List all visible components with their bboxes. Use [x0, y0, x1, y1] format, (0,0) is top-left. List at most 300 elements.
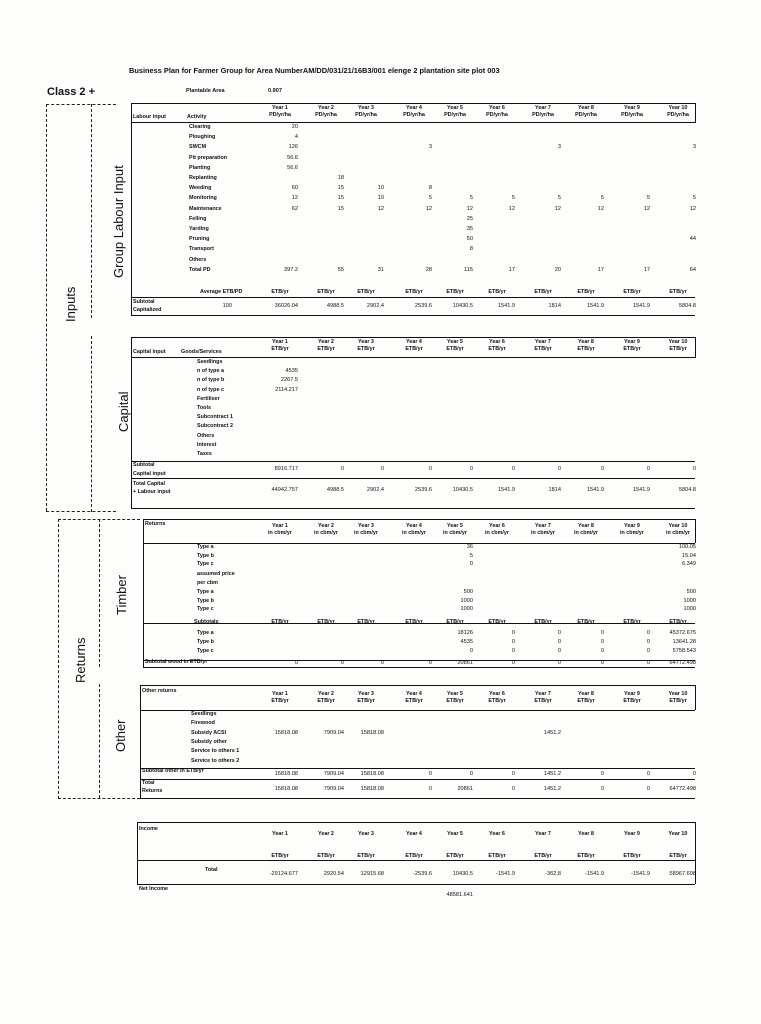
capital-subtotal-cell: 0	[600, 466, 604, 472]
labour-etb-unit: ETB/yr	[446, 289, 464, 295]
labour-cell: 18	[337, 175, 344, 181]
income-unit-header: ETB/yr	[405, 853, 423, 859]
labour-cell: 64	[689, 266, 696, 273]
timber-value-cell: 5758.543	[672, 648, 696, 654]
labour-cell: 17	[508, 266, 515, 273]
capital-year-header: Year 3	[358, 339, 374, 345]
other-total-label: Total	[142, 780, 155, 786]
labour-subtotal-cell: 36026.04	[274, 303, 298, 309]
labour-row-name: Yarding	[189, 226, 209, 232]
capital-unit-header: ETB/yr	[446, 346, 464, 352]
timber-vol-cell: 100.05	[678, 544, 696, 550]
labour-avg-label: Average ETB/PD	[200, 289, 243, 295]
capital-row-name: Taxes	[197, 451, 212, 457]
other-row-name: Subsidy ACSI	[191, 729, 227, 736]
labour-unit-header: PD/yr/ha	[532, 112, 554, 118]
plantable-area-value: 0.907	[268, 88, 282, 94]
labour-subtotal-cell: 5804.8	[678, 303, 696, 309]
income-col-a: Income	[139, 826, 158, 832]
other-total-cell: 15818.08	[274, 786, 298, 792]
capital-year-header: Year 2	[318, 339, 334, 345]
timber-table-bottom	[143, 667, 695, 668]
income-table-bottom	[137, 884, 695, 885]
other-table-left	[140, 685, 141, 798]
capital-total-cell: 10430.5	[452, 487, 473, 493]
capital-total-cell: 1541.9	[586, 487, 604, 493]
timber-year-header: Year 9	[624, 523, 640, 529]
other-year-header: Year 6	[489, 691, 505, 697]
capital-total-cell: 4988.5	[326, 487, 344, 493]
labour-cell: 12	[643, 205, 650, 212]
capital-year-header: Year 9	[624, 339, 640, 345]
inputs-label: Inputs	[63, 286, 78, 322]
capital-year-header: Year 8	[578, 339, 594, 345]
timber-year-header: Year 7	[535, 523, 551, 529]
other-total-cell: 1451.2	[543, 786, 561, 792]
other-subtotal-cell: 0	[511, 771, 515, 777]
labour-row-name: Transport	[189, 246, 214, 253]
other-subtotal-cell: 7909.04	[323, 771, 344, 777]
timber-table-left	[143, 519, 144, 667]
timber-value-cell: 0	[600, 630, 604, 636]
income-year-header: Year 3	[358, 831, 374, 837]
timber-subtotal-cell: 0	[428, 660, 432, 666]
timber-price-row-name: Type c	[197, 606, 214, 613]
labour-cell: 20	[554, 266, 561, 273]
other-unit-header: ETB/yr	[623, 698, 641, 704]
capital-subtotal-cell: 0	[469, 466, 473, 472]
capital-cell: 4535	[285, 368, 298, 375]
capital-total-label: Total Capital	[133, 481, 165, 487]
labour-unit-header: PD/yr/ha	[444, 112, 466, 118]
other-total-cell: 15818.08	[360, 786, 384, 792]
timber-value-cell: 0	[646, 630, 650, 636]
labour-etb-unit: ETB/yr	[669, 289, 687, 295]
capital-total-cell: 44942.757	[271, 487, 298, 493]
capital-unit-header: ETB/yr	[623, 346, 641, 352]
capital-row-name: Tools	[197, 405, 211, 411]
timber-unit-header: in cbm/yr	[620, 530, 644, 536]
capital-unit-header: ETB/yr	[271, 346, 289, 352]
labour-subtotal-rule	[131, 297, 695, 298]
income-total-cell: 58967.698	[669, 871, 696, 877]
income-unit-header: ETB/yr	[271, 853, 289, 859]
other-total-cell: 0	[646, 786, 650, 792]
other-year-header: Year 7	[535, 691, 551, 697]
timber-price-cell: 1000	[683, 606, 696, 613]
labour-unit-header: PD/yr/ha	[269, 112, 291, 118]
income-total-cell: 12915.68	[360, 871, 384, 877]
timber-price-row-name: Type a	[197, 589, 214, 595]
capital-input-label: Capital input	[133, 471, 166, 477]
capital-row-name: n of type a	[197, 368, 224, 375]
other-subtotal-cell: 0	[469, 771, 473, 777]
other-row-name: Subsidy other	[191, 738, 227, 745]
timber-subtotal-cell: 64772.498	[669, 660, 696, 666]
timber-value-cell: 0	[511, 630, 515, 636]
labour-cell: 50	[466, 236, 473, 243]
income-total-cell: -1541.9	[631, 871, 650, 877]
net-income-label: Net Income	[139, 886, 169, 892]
labour-cell: 12	[689, 205, 696, 212]
timber-value-cell: 0	[511, 648, 515, 654]
capital-row-name: Subcontract 2	[197, 423, 233, 430]
other-unit-header: ETB/yr	[317, 698, 335, 704]
other-year-header: Year 3	[358, 691, 374, 697]
other-total-cell: 7909.04	[323, 786, 344, 792]
timber-value-cell: 18126	[457, 630, 473, 636]
capital-col-b: Goods/Services	[181, 349, 222, 355]
other-subtotal-label: Subtotal other in ETB/yr	[142, 768, 204, 774]
labour-cell: 5	[511, 195, 515, 202]
labour-year-header: Year 9	[624, 105, 640, 111]
timber-subtotal-cell: 0	[340, 660, 344, 666]
other-subtotal-cell: 0	[692, 771, 696, 777]
other-total-rule	[140, 779, 695, 780]
other-total-label-2: Returns	[142, 788, 163, 794]
timber-year-header: Year 2	[318, 523, 334, 529]
timber-unit-header: in cbm/yr	[574, 530, 598, 536]
timber-subtotal-cell: 0	[557, 660, 561, 666]
capital-subtotal-label: Subtotal	[133, 462, 155, 468]
labour-row-name: Felling	[189, 215, 207, 222]
timber-subtotal-cell: 0	[646, 660, 650, 666]
timber-unit-header: in cbm/yr	[268, 530, 292, 536]
income-table-top	[137, 822, 695, 823]
other-unit-header: ETB/yr	[446, 698, 464, 704]
income-table-left	[137, 822, 138, 884]
labour-row-name: Planting	[189, 164, 211, 171]
other-subtotal-rule	[140, 768, 695, 769]
timber-subtotal-label: Subtotal wood in ETB/yr	[145, 659, 208, 665]
plantable-area-label: Plantable Area	[186, 88, 225, 94]
timber-label: Timber	[114, 575, 129, 615]
timber-price-label: assumed price	[197, 571, 235, 577]
labour-cell: 56.6	[287, 164, 298, 171]
capital-row-name: Subcontract 1	[197, 414, 233, 421]
timber-subtotal-cell: 0	[511, 660, 515, 666]
other-year-header: Year 4	[406, 691, 422, 697]
timber-unit-header: in cbm/yr	[443, 530, 467, 536]
timber-unit-header: in cbm/yr	[485, 530, 509, 536]
timber-value-row-name: Type b	[197, 639, 214, 645]
labour-etb-unit: ETB/yr	[271, 289, 289, 295]
labour-cell: 8	[428, 185, 432, 192]
inputs-frame-top	[46, 104, 116, 105]
other-subtotal-cell: 15818.08	[274, 771, 298, 777]
labour-etb-unit: ETB/yr	[534, 289, 552, 295]
other-year-header: Year 5	[447, 691, 463, 697]
labour-cell: 31	[377, 266, 384, 273]
income-total-cell: -29124.677	[269, 871, 298, 877]
capital-unit-header: ETB/yr	[357, 346, 375, 352]
timber-subtotal-cell: 0	[380, 660, 384, 666]
capital-subtotal-cell: 0	[511, 466, 515, 472]
timber-year-header: Year 4	[406, 523, 422, 529]
labour-cell: 397.2	[284, 266, 298, 273]
labour-subtotal-cell: 1814	[548, 303, 561, 309]
timber-price-cell: 1000	[683, 597, 696, 604]
income-year-header: Year 8	[578, 831, 594, 837]
income-total-cell: -1541.9	[585, 871, 604, 877]
timber-year-header: Year 1	[272, 523, 288, 529]
income-unit-header: ETB/yr	[623, 853, 641, 859]
other-cell: 1451.2	[543, 729, 561, 736]
other-row-name: Service to others 2	[191, 757, 240, 764]
timber-vol-cell: 36	[466, 544, 473, 550]
class-label: Class 2 +	[47, 86, 96, 98]
labour-etb-unit: ETB/yr	[623, 289, 641, 295]
labour-year-header: Year 7	[535, 105, 551, 111]
timber-vol-row-name: Type b	[197, 552, 214, 559]
timber-vol-cell: 6.349	[682, 561, 696, 568]
labour-cell: 25	[466, 215, 473, 222]
capital-year-header: Year 4	[406, 339, 422, 345]
other-year-header: Year 10	[668, 691, 688, 697]
capital-frame-left	[91, 336, 92, 512]
labour-cell: 44	[689, 236, 696, 243]
capital-total-label-2: + Labour input	[133, 489, 171, 495]
inputs-frame-left	[46, 104, 47, 511]
labour-cell: 12	[425, 205, 432, 212]
labour-avg-value: 100	[222, 303, 232, 309]
labour-unit-header: PD/yr/ha	[315, 112, 337, 118]
income-unit-header: ETB/yr	[669, 853, 687, 859]
labour-cell: 126	[288, 144, 298, 151]
capital-unit-header: ETB/yr	[534, 346, 552, 352]
labour-cell: 8	[469, 246, 473, 253]
income-total-cell: -2539.6	[413, 871, 432, 877]
labour-row-name: Others	[189, 256, 207, 263]
timber-subtotal-cell: 0	[600, 660, 604, 666]
capital-year-header: Year 5	[447, 339, 463, 345]
timber-value-cell: 0	[600, 648, 604, 654]
timber-etb-unit: ETB/yr	[534, 619, 552, 625]
income-year-header: Year 7	[535, 831, 551, 837]
labour-year-header: Year 1	[272, 105, 288, 111]
timber-year-header: Year 10	[668, 523, 688, 529]
labour-unit-header: PD/yr/ha	[486, 112, 508, 118]
other-row-name: Seedlings	[191, 711, 217, 717]
labour-row-name: Pit preparation	[189, 154, 228, 161]
labour-unit-header: PD/yr/ha	[621, 112, 643, 118]
income-year-header: Year 1	[272, 831, 288, 837]
capital-table-left	[131, 337, 132, 509]
timber-value-cell: 0	[557, 630, 561, 636]
other-subtotal-cell: 15818.08	[360, 771, 384, 777]
labour-row-name: Ploughing	[189, 134, 216, 141]
timber-price-row-name: Type b	[197, 597, 214, 604]
labour-cell: 12	[377, 205, 384, 212]
timber-vol-row-name: Type c	[197, 561, 214, 568]
capital-subtotal-cell: 0	[340, 466, 344, 472]
labour-cell: 115	[464, 266, 473, 273]
timber-etb-unit: ETB/yr	[317, 619, 335, 625]
labour-etb-unit: ETB/yr	[405, 289, 423, 295]
income-unit-header: ETB/yr	[488, 853, 506, 859]
capital-year-header: Year 10	[668, 339, 688, 345]
labour-row-name: Weeding	[189, 185, 212, 192]
capital-cell: 2114.217	[275, 386, 298, 393]
timber-price-cell: 1000	[460, 606, 473, 613]
timber-etb-unit: ETB/yr	[357, 619, 375, 625]
timber-subtotals-label: Subtotals	[194, 619, 219, 625]
other-cell: 15818.08	[274, 729, 298, 736]
labour-unit-header: PD/yr/ha	[667, 112, 689, 118]
other-year-header: Year 2	[318, 691, 334, 697]
labour-cell: 15	[337, 185, 344, 192]
income-total-cell: -362.8	[545, 871, 561, 877]
labour-subtotal-cell: 4988.5	[326, 303, 344, 309]
labour-table-bottom	[131, 315, 695, 316]
other-cell: 7909.04	[323, 729, 344, 736]
labour-year-header: Year 10	[668, 105, 688, 111]
timber-value-cell: 0	[511, 639, 515, 645]
returns-frame-left	[58, 519, 59, 799]
income-year-header: Year 6	[489, 831, 505, 837]
capital-total-rule	[131, 478, 695, 479]
timber-frame-left	[99, 519, 100, 667]
other-unit-header: ETB/yr	[534, 698, 552, 704]
labour-subtotal-cell: 1541.9	[632, 303, 650, 309]
labour-col-b: Activity	[187, 114, 207, 120]
capital-table-bottom	[131, 508, 695, 509]
income-unit-header: ETB/yr	[577, 853, 595, 859]
labour-year-header: Year 2	[318, 105, 334, 111]
other-unit-header: ETB/yr	[669, 698, 687, 704]
labour-subtotal-cell: 1541.9	[497, 303, 515, 309]
timber-vol-cell: 0	[469, 561, 473, 568]
capital-unit-header: ETB/yr	[577, 346, 595, 352]
timber-etb-unit: ETB/yr	[446, 619, 464, 625]
capital-row-name: Seedlings	[197, 359, 223, 365]
capital-total-cell: 1814	[548, 487, 561, 493]
other-unit-header: ETB/yr	[577, 698, 595, 704]
other-total-cell: 64772.498	[669, 786, 696, 792]
inputs-frame-bottom	[46, 511, 116, 512]
other-subtotal-cell: 1451.2	[543, 771, 561, 777]
labour-row-name: Monitoring	[189, 195, 217, 202]
other-total-cell: 0	[428, 786, 432, 792]
income-year-header: Year 5	[447, 831, 463, 837]
labour-cell: 15	[337, 205, 344, 212]
timber-value-cell: 0	[646, 648, 650, 654]
other-row-name: Firewood	[191, 720, 215, 727]
labour-cell: 3	[692, 144, 696, 151]
other-unit-header: ETB/yr	[488, 698, 506, 704]
labour-year-header: Year 3	[358, 105, 374, 111]
income-year-header: Year 10	[668, 831, 688, 837]
other-label: Other	[113, 719, 128, 752]
labour-subtotal-cell: 1541.9	[586, 303, 604, 309]
income-unit-header: ETB/yr	[317, 853, 335, 859]
timber-value-cell: 0	[557, 639, 561, 645]
income-year-header: Year 2	[318, 831, 334, 837]
labour-col-a: Labour input	[133, 114, 166, 120]
timber-etb-unit: ETB/yr	[577, 619, 595, 625]
timber-table-top	[143, 519, 695, 520]
labour-subtotal-label: Subtotal	[133, 299, 155, 305]
labour-cell: 5	[646, 195, 650, 202]
other-frame-left	[99, 684, 100, 798]
other-unit-header: ETB/yr	[357, 698, 375, 704]
labour-cell: 12	[508, 205, 515, 212]
capital-row-name: Fertiliser	[197, 395, 220, 402]
other-subtotal-cell: 0	[428, 771, 432, 777]
timber-value-row-name: Type a	[197, 630, 214, 636]
labour-cell: 17	[643, 266, 650, 273]
labour-unit-header: PD/yr/ha	[575, 112, 597, 118]
labour-year-header: Year 8	[578, 105, 594, 111]
labour-cell: 55	[337, 266, 344, 273]
timber-etb-unit: ETB/yr	[271, 619, 289, 625]
timber-price-cell: 500	[686, 589, 696, 595]
income-total-cell: -1541.9	[496, 871, 515, 877]
timber-col-a: Returns	[145, 521, 166, 527]
timber-etb-unit: ETB/yr	[405, 619, 423, 625]
capital-subtotal-cell: 0	[428, 466, 432, 472]
labour-cell: 17	[597, 266, 604, 273]
group-labour-label: Group Labour Input	[111, 165, 126, 278]
other-unit-header: ETB/yr	[271, 698, 289, 704]
labour-header-rule	[131, 122, 695, 123]
timber-etb-unit: ETB/yr	[623, 619, 641, 625]
labour-row-name: Pruning	[189, 236, 210, 243]
timber-etb-unit: ETB/yr	[488, 619, 506, 625]
labour-cell: 3	[428, 144, 432, 151]
capital-unit-header: ETB/yr	[669, 346, 687, 352]
labour-cell: 5	[692, 195, 696, 202]
labour-cell: 5	[469, 195, 473, 202]
timber-etb-unit: ETB/yr	[669, 619, 687, 625]
other-year-header: Year 8	[578, 691, 594, 697]
other-cell: 15818.08	[360, 729, 384, 736]
labour-cell: 60	[291, 185, 298, 192]
income-unit-header: ETB/yr	[357, 853, 375, 859]
capital-unit-header: ETB/yr	[488, 346, 506, 352]
timber-vol-cell: 5	[469, 552, 473, 559]
labour-cell: 62	[291, 205, 298, 212]
labour-cell: 35	[466, 226, 473, 232]
capital-col-a: Capital input	[133, 349, 166, 355]
capital-subtotal-cell: 8916.717	[274, 466, 298, 472]
capital-total-cell: 1541.9	[497, 487, 515, 493]
labour-year-header: Year 6	[489, 105, 505, 111]
capital-subtotal-cell: 0	[557, 466, 561, 472]
timber-value-cell: 13641.28	[672, 639, 696, 645]
labour-cell: 10	[377, 195, 384, 202]
timber-value-cell: 0	[646, 639, 650, 645]
other-total-cell: 20861	[457, 786, 473, 792]
income-year-header: Year 9	[624, 831, 640, 837]
timber-unit-header: in cbm/yr	[354, 530, 378, 536]
income-total-label: Total	[205, 867, 218, 873]
labour-table-top	[131, 103, 695, 104]
timber-value-cell: 0	[557, 648, 561, 654]
timber-year-header: Year 5	[447, 523, 463, 529]
capital-row-name: Interest	[197, 441, 217, 448]
timber-unit-header: in cbm/yr	[666, 530, 690, 536]
labour-etb-unit: ETB/yr	[577, 289, 595, 295]
labour-cell: 12	[597, 205, 604, 212]
other-subtotal-cell: 0	[646, 771, 650, 777]
capital-subtotal-rule	[131, 461, 695, 462]
other-year-header: Year 9	[624, 691, 640, 697]
capital-subtotal-cell: 0	[646, 466, 650, 472]
labour-cell: 5	[600, 195, 604, 202]
other-header-rule	[140, 710, 695, 711]
labour-row-name: Clearing	[189, 124, 211, 130]
